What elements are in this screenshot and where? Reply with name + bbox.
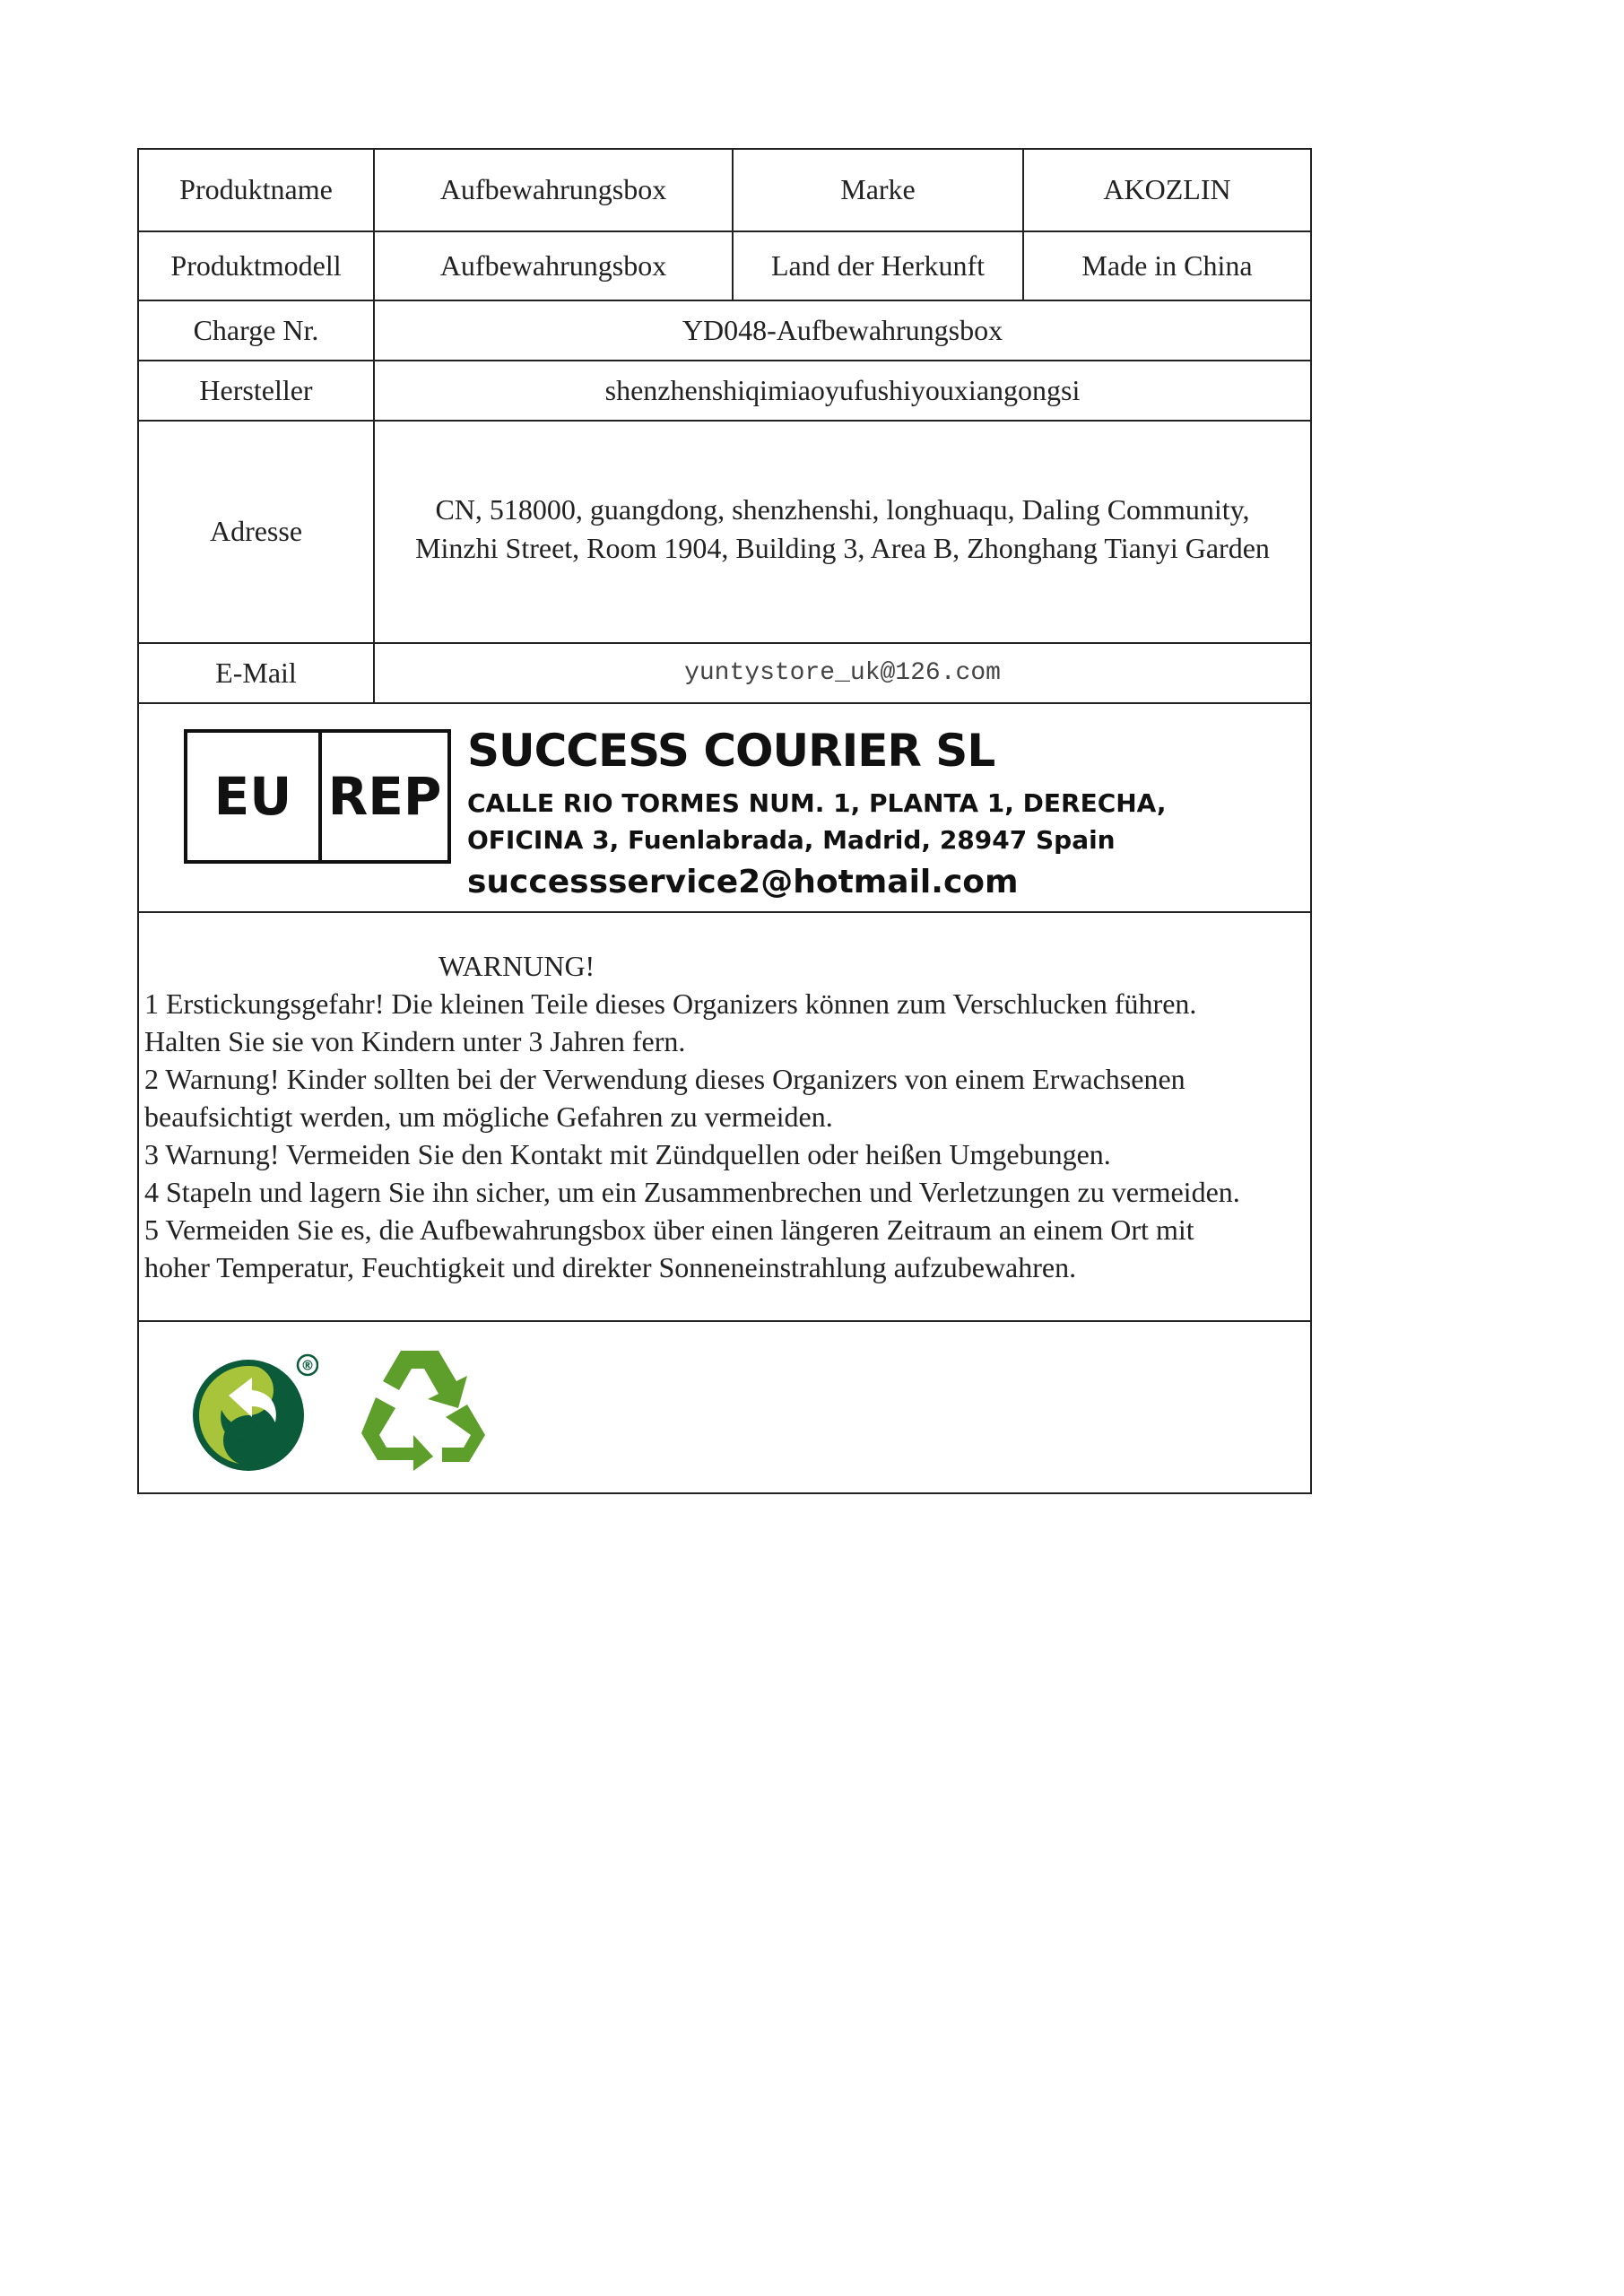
- table-row-email: [139, 644, 1310, 704]
- eu-rep-block: [184, 725, 1167, 904]
- warning-line: 1 Erstickungsgefahr! Die kleinen Teile dieses Organizers können zum Verschlucken führen.: [144, 987, 1197, 1020]
- warning-line: 5 Vermeiden Sie es, die Aufbewahrungsbox über einen längeren Zeitraum an einem Ort mit: [144, 1213, 1194, 1246]
- value-manufacturer: shenzhenshiqimiaoyufushiyouxiangongsi: [604, 373, 1081, 406]
- eu-rep-company: SUCCESS COURIER SL: [467, 725, 995, 777]
- label-manufacturer: Hersteller: [139, 361, 375, 420]
- label-country-of-origin: Land der Herkunft: [734, 232, 1024, 300]
- eu-rep-address: [467, 785, 1167, 859]
- eu-rep-row: [139, 704, 1310, 913]
- address-line-2: Minzhi Street, Room 1904, Building 3, Area B, Zhonghang Tianyi Garden: [415, 532, 1270, 564]
- label-charge: Charge Nr.: [139, 301, 375, 360]
- value-brand: AKOZLIN: [1103, 173, 1231, 206]
- symbols-row: [139, 1322, 1310, 1492]
- table-row-manufacturer: [139, 361, 1310, 422]
- eu-rep-logo: [184, 729, 451, 864]
- label-brand: Marke: [734, 150, 1024, 230]
- eu-rep-address-line-1: CALLE RIO TORMES NUM. 1, PLANTA 1, DERECHA,: [467, 787, 1167, 818]
- warning-line: 2 Warnung! Kinder sollten bei der Verwendung dieses Organizers von einem Erwachsenen: [144, 1063, 1185, 1095]
- value-product-model: Aufbewahrungsbox: [375, 232, 734, 300]
- warning-title: WARNUNG!: [439, 950, 595, 982]
- warning-line: beaufsichtigt werden, um mögliche Gefahren zu vermeiden.: [144, 1100, 833, 1133]
- warning-row: [139, 913, 1310, 1322]
- warning-line: 3 Warnung! Vermeiden Sie den Kontakt mit Zündquellen oder heißen Umgebungen.: [144, 1138, 1111, 1170]
- product-info-table: [137, 148, 1312, 1494]
- eu-rep-rep: REP: [327, 766, 442, 827]
- address-line-1: CN, 518000, guangdong, shenzhenshi, longhuaqu, Daling Community,: [435, 492, 1250, 526]
- eu-rep-details: [467, 725, 1167, 904]
- eu-rep-address-line-2: OFICINA 3, Fuenlabrada, Madrid, 28947 Spain: [467, 824, 1116, 855]
- table-row-product-name: [139, 150, 1310, 232]
- registered-mark: ®: [300, 1357, 315, 1374]
- table-row-charge: [139, 301, 1310, 361]
- value-product-name: Aufbewahrungsbox: [375, 150, 734, 230]
- table-row-product-model: [139, 232, 1310, 301]
- eu-rep-email: successservice2@hotmail.com: [467, 864, 1019, 901]
- label-product-model: Produktmodell: [139, 232, 375, 300]
- label-email: E-Mail: [139, 644, 375, 702]
- warning-line: Halten Sie sie von Kindern unter 3 Jahren fern.: [144, 1025, 686, 1057]
- table-row-address: [139, 422, 1310, 644]
- warning-line: hoher Temperatur, Feuchtigkeit und direkter Sonneneinstrahlung aufzubewahren.: [144, 1251, 1077, 1283]
- recycle-icon: [358, 1342, 488, 1472]
- warning-line: 4 Stapeln und lagern Sie ihn sicher, um ein Zusammenbrechen und Verletzungen zu vermeiden.: [144, 1176, 1240, 1208]
- value-email: yuntystore_uk@126.com: [684, 658, 1001, 687]
- green-dot-icon: [193, 1351, 318, 1476]
- value-address: [375, 422, 1310, 642]
- value-charge: YD048-Aufbewahrungsbox: [682, 313, 1003, 346]
- label-address: Adresse: [139, 422, 375, 642]
- eu-rep-eu: EU: [187, 733, 322, 860]
- label-product-name: Produktname: [139, 150, 375, 230]
- value-country-of-origin: Made in China: [1081, 248, 1253, 282]
- warning-block: [139, 913, 1310, 1320]
